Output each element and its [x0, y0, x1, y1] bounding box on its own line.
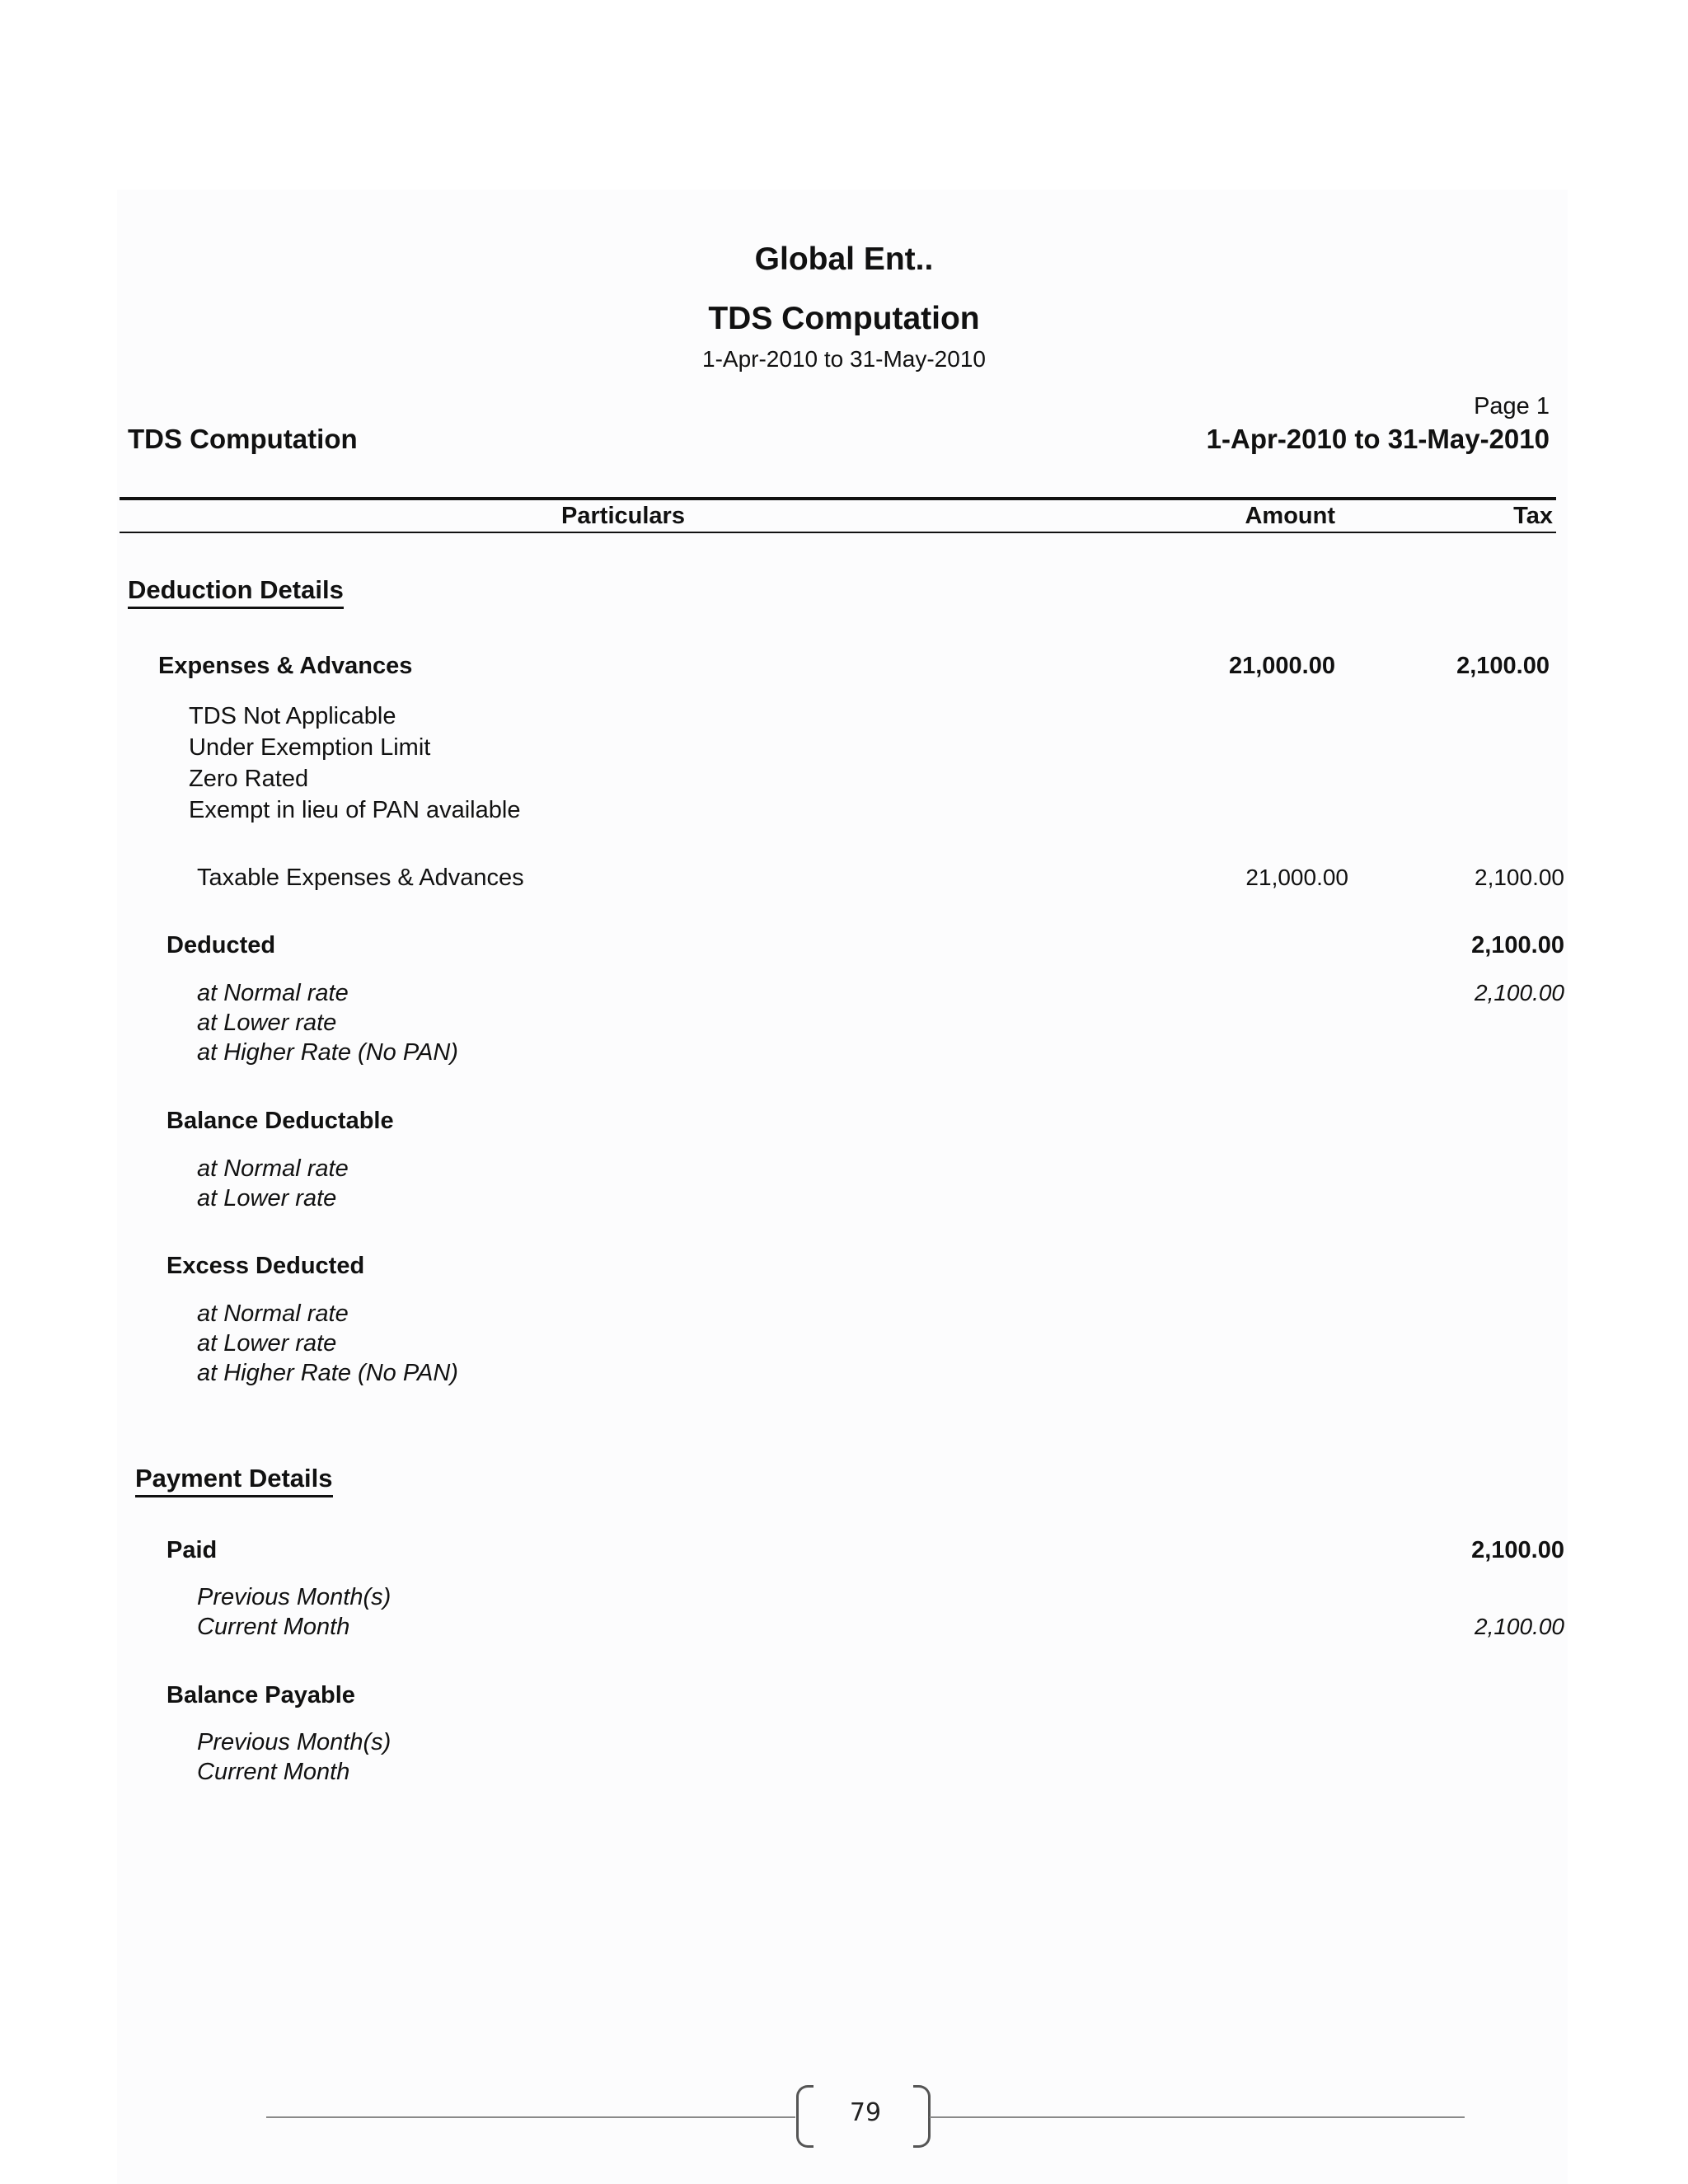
excess-lower-rate: at Lower rate [197, 1330, 337, 1357]
footer-brace-left [796, 2085, 814, 2148]
line-under-exemption-limit: Under Exemption Limit [189, 734, 431, 761]
group-paid: Paid [166, 1537, 218, 1563]
page-label: Page 1 [1474, 393, 1550, 419]
taxable-tax: 2,100.00 [1475, 865, 1564, 890]
report-title: TDS Computation [708, 301, 980, 336]
column-tax: Tax [1513, 503, 1553, 529]
company-name: Global Ent.. [754, 241, 934, 277]
line-tds-not-applicable: TDS Not Applicable [189, 703, 396, 729]
column-amount: Amount [1245, 503, 1335, 529]
deducted-normal-rate-tax: 2,100.00 [1475, 980, 1564, 1005]
deducted-lower-rate: at Lower rate [197, 1010, 337, 1036]
report-period: 1-Apr-2010 to 31-May-2010 [702, 346, 986, 372]
group-excess-deducted: Excess Deducted [166, 1253, 365, 1279]
paid-tax: 2,100.00 [1471, 1537, 1564, 1563]
page-number: 79 [849, 2098, 882, 2127]
footer-rule-right [930, 2116, 1465, 2118]
deducted-normal-rate: at Normal rate [197, 980, 349, 1006]
balance-lower-rate: at Lower rate [197, 1185, 337, 1212]
taxable-amount: 21,000.00 [1245, 865, 1348, 890]
paid-current-month: Current Month [197, 1614, 350, 1640]
section-payment-details: Payment Details [135, 1464, 333, 1497]
excess-higher-rate: at Higher Rate (No PAN) [197, 1360, 458, 1386]
excess-normal-rate: at Normal rate [197, 1301, 349, 1327]
group-balance-deductable: Balance Deductable [166, 1108, 394, 1134]
payable-current-month: Current Month [197, 1759, 350, 1785]
group-balance-payable: Balance Payable [166, 1682, 355, 1708]
line-exempt-pan: Exempt in lieu of PAN available [189, 797, 521, 823]
expenses-amount: 21,000.00 [1228, 653, 1335, 679]
deducted-tax: 2,100.00 [1471, 932, 1564, 958]
column-particulars: Particulars [561, 503, 685, 529]
header-rule-bottom [120, 532, 1556, 533]
header-rule-top [120, 497, 1556, 500]
group-deducted: Deducted [166, 932, 276, 958]
section-deduction-details: Deduction Details [128, 575, 344, 609]
payable-previous-months: Previous Month(s) [197, 1729, 392, 1755]
line-taxable-expenses: Taxable Expenses & Advances [197, 865, 524, 891]
group-expenses-advances: Expenses & Advances [158, 653, 413, 679]
deducted-higher-rate: at Higher Rate (No PAN) [197, 1039, 458, 1066]
paid-previous-months: Previous Month(s) [197, 1584, 392, 1610]
header-title: TDS Computation [128, 424, 358, 454]
footer-rule-left [266, 2116, 795, 2118]
expenses-tax: 2,100.00 [1456, 653, 1550, 679]
header-period: 1-Apr-2010 to 31-May-2010 [1206, 424, 1550, 454]
footer-brace-right [913, 2085, 931, 2148]
balance-normal-rate: at Normal rate [197, 1155, 349, 1182]
paid-current-month-tax: 2,100.00 [1475, 1614, 1564, 1639]
line-zero-rated: Zero Rated [189, 766, 309, 792]
